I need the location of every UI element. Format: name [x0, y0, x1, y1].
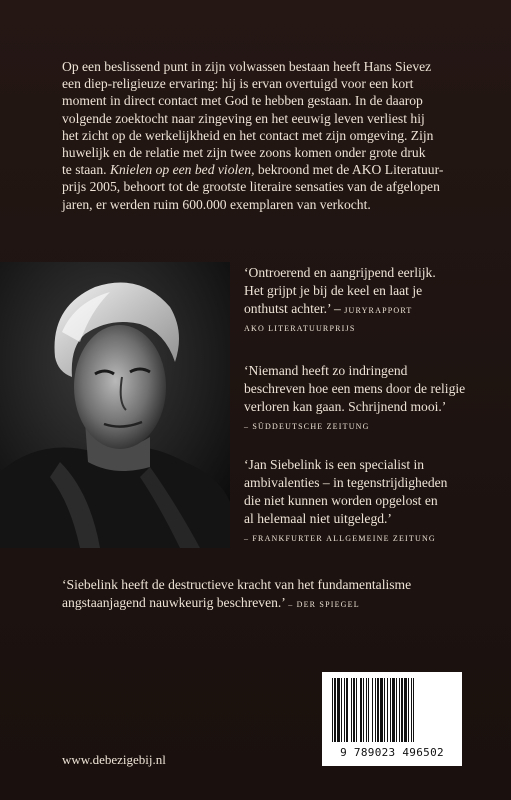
- quote-source: – süddeutsche zeitung: [244, 418, 370, 432]
- quote-text-fragment: onthutst achter.’: [244, 301, 334, 316]
- author-portrait: [0, 262, 230, 548]
- quote-line: [62, 594, 482, 612]
- blurb-line: [62, 161, 462, 178]
- book-title-italic: Knielen op een bed violen,: [109, 162, 255, 178]
- quote-line: ambivalenties – in tegenstrijdigheden: [244, 475, 448, 490]
- barcode-bar: [413, 678, 414, 742]
- barcode-bar: [411, 678, 412, 742]
- quote-text-fragment: angstaanjagend nauwkeurig beschreven.’: [62, 595, 289, 610]
- quote-line: verloren kan gaan. Schrijnend mooi.’: [244, 399, 447, 414]
- blurb-text: [62, 58, 462, 213]
- barcode-bar: [396, 678, 397, 742]
- barcode-bar: [341, 678, 342, 742]
- barcode-bar: [334, 678, 336, 742]
- barcode-bar: [408, 678, 409, 742]
- blurb-text-fragment: te staan.: [62, 162, 110, 178]
- quote-source: ako literatuurprijs: [244, 320, 356, 334]
- quote-line: die niet kunnen worden opgelost en: [244, 493, 438, 508]
- barcode-bar: [404, 678, 407, 742]
- quote-line: ‘Niemand heeft zo indringend: [244, 363, 408, 378]
- barcode-bar: [346, 678, 348, 742]
- blurb-line: een diep-religieuze ervaring: hij is ervan overtuigd voor een kort: [62, 76, 414, 92]
- quote-source: juryrapport: [344, 302, 413, 316]
- quote-line: al helemaal niet uitgelegd.’: [244, 511, 392, 526]
- isbn-number: 9 789023 496502: [340, 746, 444, 759]
- quote-faz: [244, 456, 484, 546]
- quote-dash: –: [333, 301, 345, 316]
- blurb-line: volgende zoektocht naar zingeving en het eeuwig leven verliest hij: [62, 110, 425, 126]
- quote-line: beschreven hoe een mens door de religie: [244, 381, 466, 396]
- barcode-bar: [351, 678, 352, 742]
- blurb-text-fragment: bekroond met de AKO Literatuur-: [254, 162, 444, 178]
- author-portrait-illustration: [0, 262, 230, 548]
- barcode-bar: [392, 678, 395, 742]
- blurb-line: het zicht op de werkelijkheid en het contact met zijn omgeving. Zijn: [62, 127, 434, 143]
- blurb-line: huwelijk en de relatie met zijn twee zoons komen onder grote druk: [62, 145, 426, 161]
- quote-juryrapport: [244, 264, 484, 336]
- barcode-bar: [384, 678, 385, 742]
- quote-line: ‘Ontroerend en aangrijpend eerlijk.: [244, 265, 436, 280]
- blurb-line: jaren, er werden ruim 600.000 exemplaren van verkocht.: [62, 196, 371, 212]
- quote-sueddeutsche: [244, 362, 484, 434]
- barcode-bar: [380, 678, 383, 742]
- barcode-bar: [366, 678, 367, 742]
- barcode-bar: [401, 678, 403, 742]
- barcode-bar: [377, 678, 379, 742]
- barcode-bar: [356, 678, 357, 742]
- barcode-bars: [330, 678, 454, 742]
- barcode-bar: [372, 678, 373, 742]
- blurb-line: moment in direct contact met God te hebben gestaan. In de daarop: [62, 93, 423, 109]
- barcode-bar: [360, 678, 362, 742]
- quote-source: – der spiegel: [288, 596, 360, 610]
- isbn-barcode: [322, 672, 462, 766]
- quote-line: [244, 300, 484, 318]
- barcode-bar: [337, 678, 340, 742]
- quote-line: ‘Jan Siebelink is een specialist in: [244, 457, 425, 472]
- quote-line: ‘Siebelink heeft de destructieve kracht van het fundamentalisme: [62, 577, 412, 592]
- barcode-bar: [399, 678, 400, 742]
- barcode-bar: [344, 678, 345, 742]
- quote-der-spiegel: [62, 576, 482, 612]
- barcode-bar: [375, 678, 376, 742]
- blurb-line: Op een beslissend punt in zijn volwassen bestaan heeft Hans Sievez: [62, 59, 432, 74]
- blurb-line: prijs 2005, behoort tot de grootste literaire sensaties van de afgelopen: [62, 179, 440, 195]
- quote-line: Het grijpt je bij de keel en laat je: [244, 283, 423, 298]
- barcode-bar: [353, 678, 355, 742]
- barcode-bar: [332, 678, 333, 742]
- publisher-website[interactable]: www.debezigebij.nl: [62, 752, 166, 767]
- barcode-bar: [363, 678, 364, 742]
- barcode-bar: [390, 678, 391, 742]
- barcode-bar: [387, 678, 388, 742]
- barcode-bar: [368, 678, 369, 742]
- quote-source: – frankfurter allgemeine zeitung: [244, 530, 436, 544]
